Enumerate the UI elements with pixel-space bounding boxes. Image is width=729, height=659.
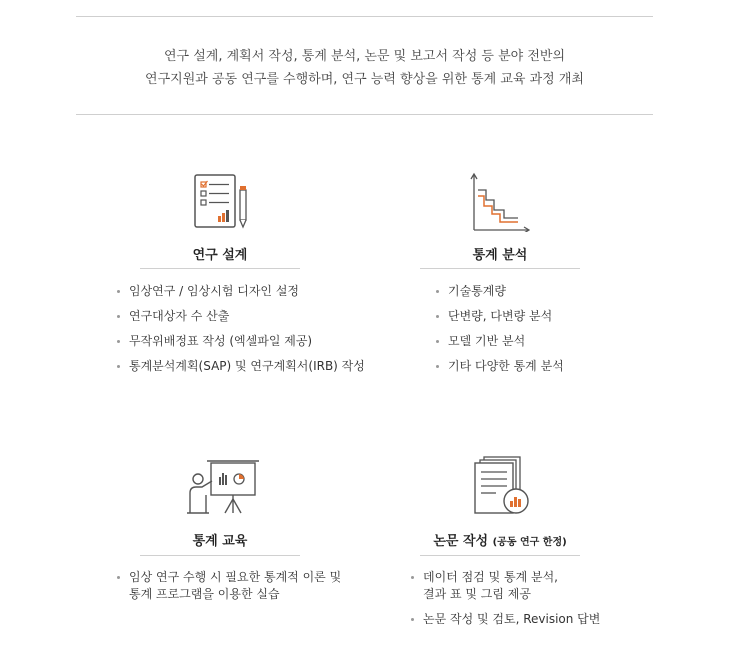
section-title: 연구 설계 (192, 248, 248, 263)
section-statistics-education (100, 455, 340, 625)
section-divider (420, 268, 580, 269)
list-item: 모델 기반 분석 (436, 333, 636, 350)
section-divider (140, 555, 300, 556)
section-research-design (100, 170, 365, 400)
list-item: 단변량, 다변량 분석 (436, 308, 636, 325)
list-item: 임상연구 / 임상시험 디자인 설정 (117, 283, 377, 300)
section-title: 통계 교육 (192, 534, 248, 549)
list-item: 통계분석계획(SAP) 및 연구계획서(IRB) 작성 (117, 358, 377, 375)
section-list (117, 569, 377, 611)
section-title-main: 논문 작성 (433, 534, 489, 549)
list-item: 연구대상자 수 산출 (117, 308, 377, 325)
top-divider (76, 16, 653, 17)
list-item: 논문 작성 및 검토, Revision 답변 (411, 611, 631, 628)
documents-chart-icon (472, 455, 532, 515)
section-divider (140, 268, 300, 269)
section-title (380, 530, 620, 549)
section-title-note: (공동 연구 한정) (492, 537, 567, 548)
section-list (117, 283, 377, 383)
section-list (411, 569, 631, 636)
intro-line-2: 연구지원과 공동 연구를 수행하며, 연구 능력 향상을 위한 통계 교육 과정 개최 (145, 72, 584, 87)
checklist-chart-pencil-icon (191, 170, 251, 230)
list-item: 무작위배정표 작성 (엑셀파일 제공) (117, 333, 377, 350)
step-chart-icon (470, 172, 530, 232)
list-item: 기타 다양한 통계 분석 (436, 358, 636, 375)
intro-line-1: 연구 설계, 계획서 작성, 통계 분석, 논문 및 보고서 작성 등 분야 전반의 (163, 49, 566, 64)
list-item: 기술통계량 (436, 283, 636, 300)
section-list (436, 283, 636, 383)
section-divider (420, 555, 580, 556)
section-paper-writing (380, 455, 620, 645)
list-item: 임상 연구 수행 시 필요한 통계적 이론 및 통계 프로그램을 이용한 실습 (117, 569, 377, 603)
section-statistical-analysis (380, 170, 620, 400)
section-title: 통계 분석 (472, 248, 528, 263)
intro-divider (76, 114, 653, 115)
presentation-board-icon (187, 455, 247, 515)
list-item: 데이터 점검 및 통계 분석, 결과 표 및 그림 제공 (411, 569, 631, 603)
